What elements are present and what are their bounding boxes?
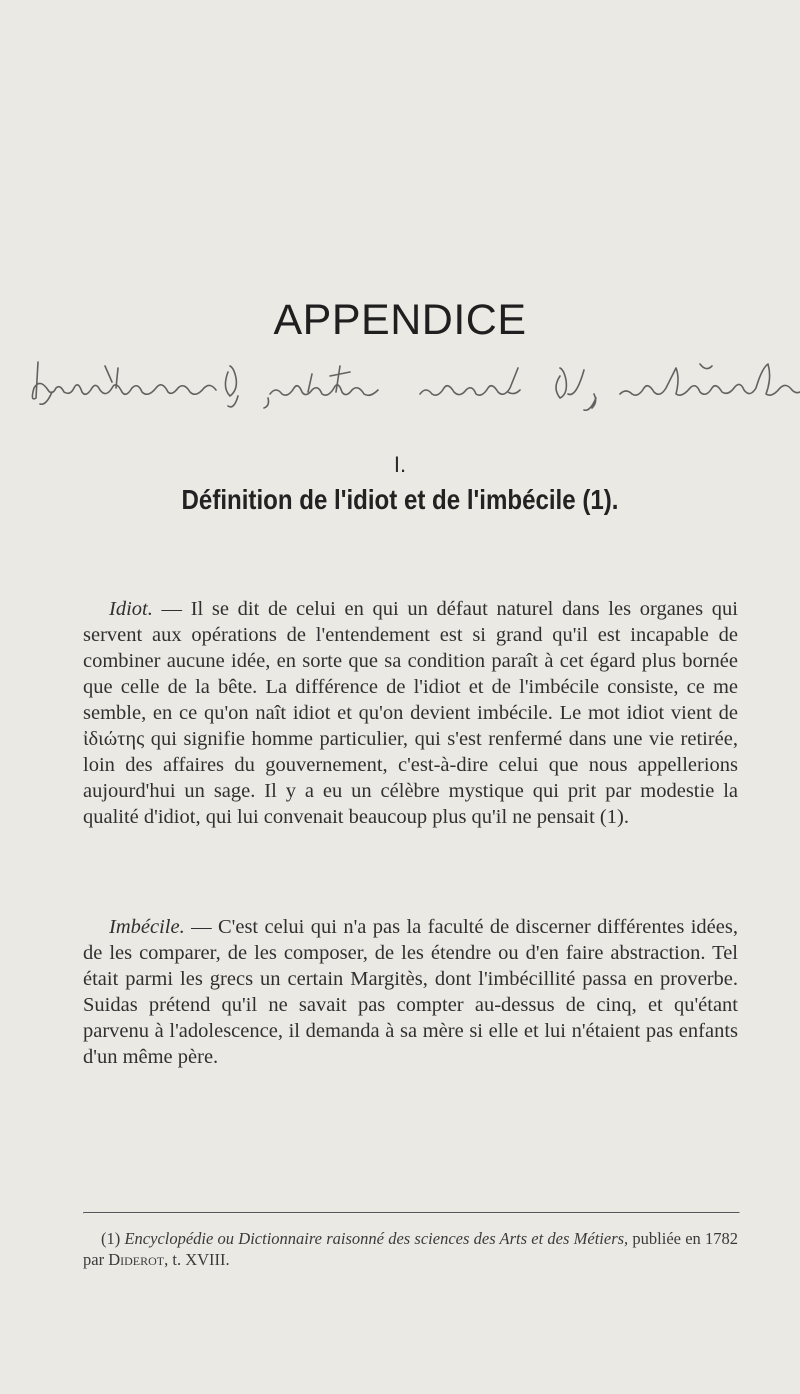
footnote-marker: (1): [101, 1229, 125, 1248]
paragraph-imbecile-text: — C'est celui qui n'a pas la faculté de discerner différentes idées, de les comparer, de les composer, de les étendre ou d'en faire abstraction. Tel était parmi les grecs un certain Margitès, dont l'imbécillité passa en proverbe. Suidas prétend qu'il ne savait pas compter au-dessus de cinq, et qu'étant parvenu à l'adolescence, il demanda à sa mère si elle et lui n'étaient pas enfants d'un même père.: [83, 916, 738, 1068]
term-idiot: Idiot.: [109, 598, 153, 620]
paragraph-idiot: [83, 596, 738, 830]
section-number: I.: [393, 452, 407, 477]
section-title: Définition de l'idiot et de l'imbécile (1).: [181, 484, 619, 515]
footnote-author: Diderot: [108, 1250, 165, 1269]
footnote-title: Encyclopédie ou Dictionnaire raisonné des sciences des Arts et des Métiers,: [124, 1229, 629, 1248]
handwritten-pencil-note: [0, 358, 800, 428]
footnote: [83, 1228, 738, 1270]
footnote-suffix: , t. XVIII.: [164, 1250, 230, 1269]
paragraph-idiot-text: — Il se dit de celui en qui un défaut naturel dans les organes qui servent aux opérations de l'entendement est si grand qu'il est incapable de combiner aucune idée, en sorte que sa condition paraît à cet égard plus bornée que celle de la bête. La différence de l'idiot et de l'imbécile consiste, ce me semble, en ce qu'on naît idiot et qu'on devient imbécile. Le mot idiot vient de ἰδιώτης qui signifie homme particulier, qui s'est renfermé dans une vie retirée, loin des affaires du gouvernement, c'est-à-dire celui que nous appellerions aujourd'hui un sage. Il y a eu un célèbre mystique qui prit par modestie la qualité d'idiot, qui lui convenait beaucoup plus qu'il ne pensait (1).: [83, 598, 738, 828]
page-title: APPENDICE: [273, 296, 527, 344]
footnote-middle: publiée en 1782 par: [83, 1229, 738, 1269]
paragraph-imbecile: [83, 914, 738, 1070]
term-imbecile: Imbécile.: [109, 916, 185, 938]
footnote-divider: [83, 1212, 740, 1214]
